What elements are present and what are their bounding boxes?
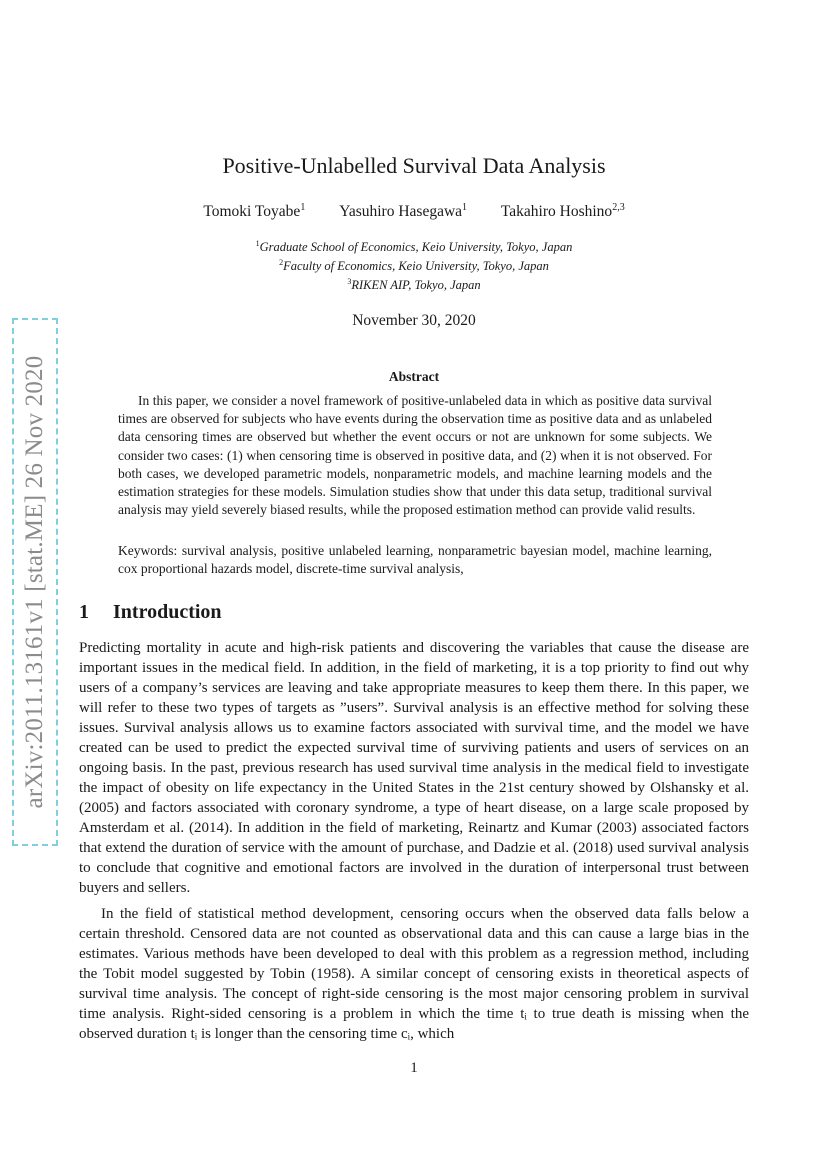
affiliation-list (0, 236, 828, 293)
abstract-text: In this paper, we consider a novel framework of positive-unlabeled data in which as positive data survival times are observed for subjects who have events during the observation time as positive data and as unlabeled data censoring times are observed but whether the event occurs or not are unknown for some subjects. We consider two cases: (1) when censoring time is observed in positive data, and (2) when it is not observed. For both cases, we developed parametric models, nonparametric models, and machine learning models and the estimation strategies for these models. Simulation studies show that under this data setup, traditional survival analysis may yield severely biased results, while the proposed estimation method can provide valid results. (118, 393, 712, 518)
author: Yasuhiro Hasegawa$^1$ (339, 202, 468, 221)
page-number: 1 (410, 1060, 418, 1076)
affiliation: $^1$Graduate School of Economics, Keio University, Tokyo, Japan (255, 239, 573, 255)
abstract-heading: Abstract (388, 369, 440, 384)
arxiv-identifier-stamp (12, 318, 58, 846)
keywords: Keywords: survival analysis, positive unlabeled learning, nonparametric bayesian model, machine learning, cox proportional hazards model, discrete-time survival analysis, (118, 543, 712, 577)
section-title: Introduction (113, 601, 222, 623)
affiliation: $^2$Faculty of Economics, Keio University, Tokyo, Japan (279, 258, 549, 274)
arxiv-identifier-text: arXiv:2011.13161v1 [stat.ME] 26 Nov 2020 (21, 355, 48, 809)
affiliation: $^3$RIKEN AIP, Tokyo, Japan (347, 277, 481, 293)
section-heading (79, 601, 222, 624)
author-list (0, 202, 828, 221)
body-paragraph: Predicting mortality in acute and high-risk patients and discovering the variables that cause the disease are important issues in the medical field. In addition, in the field of marketing, it is a top priority to find out why users of a company’s services are leaving and take appropriate measures to keep them there. In this paper, we will refer to these two types of targets as ”users”. Survival analysis is an effective method for solving these issues. Survival analysis allows us to examine factors associated with survival time, and the model we have created can be used to predict the expected survival time of surviving patients and users of services on an ongoing basis. In the past, previous research has used survival time analysis in the medical field to investigate the impact of obesity on life expectancy in the United States in the 21st century showed by Olshansky et al. (2005) and factors associated with coronary syndrome, a type of heart disease, on a large scale proposed by Amsterdam et al. (2014). In addition in the field of marketing, Reinartz and Kumar (2003) associated factors that extend the duration of service with the amount of purchase, and Dadzie et al. (2018) used survival analysis to conclude that cognitive and emotional factors are involved in the duration of interpersonal trust between buyers and sellers. (79, 640, 749, 896)
section-number: 1 (79, 601, 89, 623)
paper-title: Positive-Unlabelled Survival Data Analysis (222, 153, 606, 178)
paper-date: November 30, 2020 (352, 312, 476, 329)
author: Takahiro Hoshino$^{2,3}$ (500, 202, 625, 221)
body-paragraph: In the field of statistical method development, censoring occurs when the observed data falls below a certain threshold. Censored data are not counted as observational data and this can cause a large bias in the estimates. Various methods have been developed to deal with this problem as a regression method, including the Tobit model suggested by Tobin (1958). A similar concept of censoring exists in theoretical aspects of survival time analysis. The concept of right-side censoring is the most major censoring problem in survival time analysis. Right-sided censoring is a problem in which the time tᵢ to true death is missing when the observed duration tᵢ is longer than the censoring time cᵢ, which (79, 906, 749, 1042)
author: Tomoki Toyabe$^1$ (203, 202, 306, 221)
